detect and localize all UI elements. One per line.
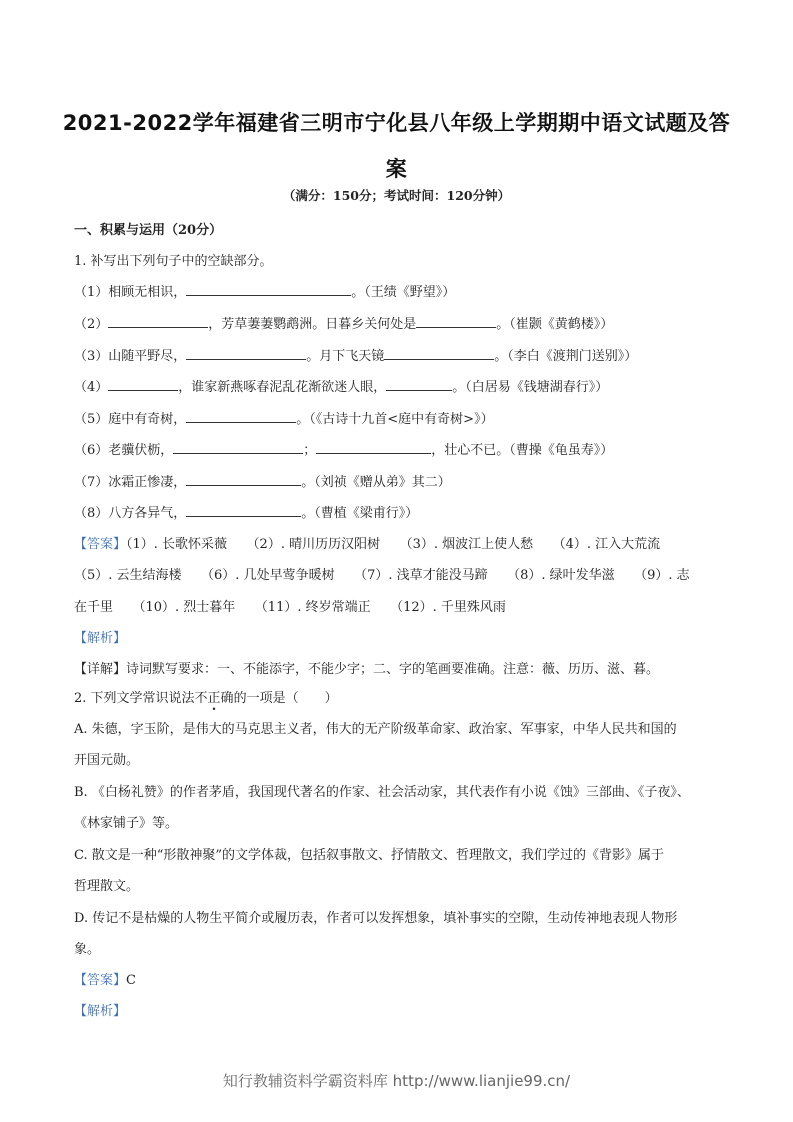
question-2-stem: 2. 下列文学常识说法不正确的一项是（ ） bbox=[74, 691, 338, 706]
question-1-stem: 1. 补写出下列句子中的空缺部分。 bbox=[74, 254, 273, 269]
analysis-tag: 【解析】 bbox=[74, 631, 127, 646]
fill-blank bbox=[386, 378, 452, 391]
q1-answer-line-1: 【答案】（1）. 长歌怀采薇 （2）. 晴川历历汉阳树 （3）. 烟波江上使人愁 （4）. 江入大荒流 bbox=[74, 537, 661, 552]
q1-item-5: （5）庭中有奇树， 。（《古诗十九首<庭中有奇树>》） bbox=[74, 412, 494, 427]
q1-item-3: （3）山随平野尽， 。月下飞天镜 。（李白《渡荆门送别》） bbox=[74, 349, 638, 364]
option-d-line-1: D. 传记不是枯燥的人物生平简介或履历表，作者可以发挥想象，填补事实的空隙，生动传神地表现人物形 bbox=[74, 911, 678, 926]
option-b-line-2: 《林家铺子》等。 bbox=[74, 816, 179, 831]
answer-value: C bbox=[126, 973, 136, 988]
footer-watermark: 知行教辅资料学霸资料库 http://www.lianjie99.cn/ bbox=[222, 1072, 571, 1090]
q1-item-2: （2） ，芳草萋萋鹦鹉洲。日暮乡关何处是 。（崔颢《黄鹤楼》） bbox=[74, 317, 614, 332]
option-d-line-2: 象。 bbox=[74, 942, 101, 957]
fill-blank bbox=[186, 473, 301, 486]
detail-tag: 【详解】 bbox=[74, 662, 127, 677]
q1-item-6: （6）老骥伏枥， ； ，壮心不已。（曹操《龟虽寿》） bbox=[74, 443, 614, 458]
analysis-tag: 【解析】 bbox=[74, 1004, 127, 1019]
q1-answer-line-2: （5）. 云生结海楼 （6）. 几处早莺争暖树 （7）. 浅草才能没马蹄 （8）. 绿叶发华滋 （9）. 志 bbox=[74, 568, 690, 583]
emphasized-text: 不正确 bbox=[194, 691, 234, 706]
title-line-2: 案 bbox=[385, 157, 408, 181]
title-line-1: 2021-2022学年福建省三明市宁化县八年级上学期期中语文试题及答 bbox=[62, 111, 731, 135]
answer-tag: 【答案】 bbox=[74, 973, 127, 988]
option-b-line-1: B. 《白杨礼赞》的作者茅盾，我国现代著名的作家、社会活动家，其代表作有小说《蚀》三部曲、《子夜》、 bbox=[74, 785, 690, 800]
answer-tag: 【答案】 bbox=[74, 537, 127, 552]
fill-blank bbox=[173, 441, 303, 454]
q1-item-4: （4） ，谁家新燕啄春泥乱花渐欲迷人眼， 。（白居易《钱塘湖春行》） bbox=[74, 380, 609, 395]
fill-blank bbox=[186, 283, 351, 296]
fill-blank bbox=[186, 504, 301, 517]
fill-blank bbox=[186, 347, 306, 360]
option-c-line-2: 哲理散文。 bbox=[74, 879, 140, 894]
fill-blank bbox=[186, 410, 296, 423]
fill-blank bbox=[316, 441, 431, 454]
q1-item-7: （7）冰霜正惨凄， 。（刘祯《赠从弟》其二） bbox=[74, 475, 451, 490]
q1-item-8: （8）八方各异气， 。（曹植《梁甫行》） bbox=[74, 506, 419, 521]
q2-answer bbox=[74, 969, 136, 988]
q1-answer-line-3: 在千里 （10）. 烈士暮年 （11）. 终岁常端正 （12）. 千里殊风雨 bbox=[74, 600, 506, 615]
q1-item-1: （1）相顾无相识， 。（王绩《野望》） bbox=[74, 285, 456, 300]
option-a-line-2: 开国元勋。 bbox=[74, 753, 140, 768]
fill-blank bbox=[108, 378, 178, 391]
fill-blank bbox=[416, 315, 496, 328]
q1-detail: 【详解】诗词默写要求：一、不能添字，不能少字；二、字的笔画要准确。注意：薇、历历、滋、暮。 bbox=[74, 662, 660, 677]
option-a-line-1: A. 朱德，字玉阶，是伟大的马克思主义者，伟大的无产阶级革命家、政治家、军事家，中华人民共和国的 bbox=[74, 722, 677, 737]
fill-blank bbox=[384, 347, 494, 360]
option-c-line-1: C. 散文是一种“形散神聚”的文学体裁，包括叙事散文、抒情散文、哲理散文，我们学过的《背影》属于 bbox=[74, 848, 665, 863]
exam-info: （满分：150分；考试时间：120分钟） bbox=[282, 188, 511, 203]
fill-blank bbox=[108, 315, 208, 328]
section-heading: 一、积累与运用（20分） bbox=[74, 223, 223, 238]
document-title bbox=[60, 100, 733, 192]
